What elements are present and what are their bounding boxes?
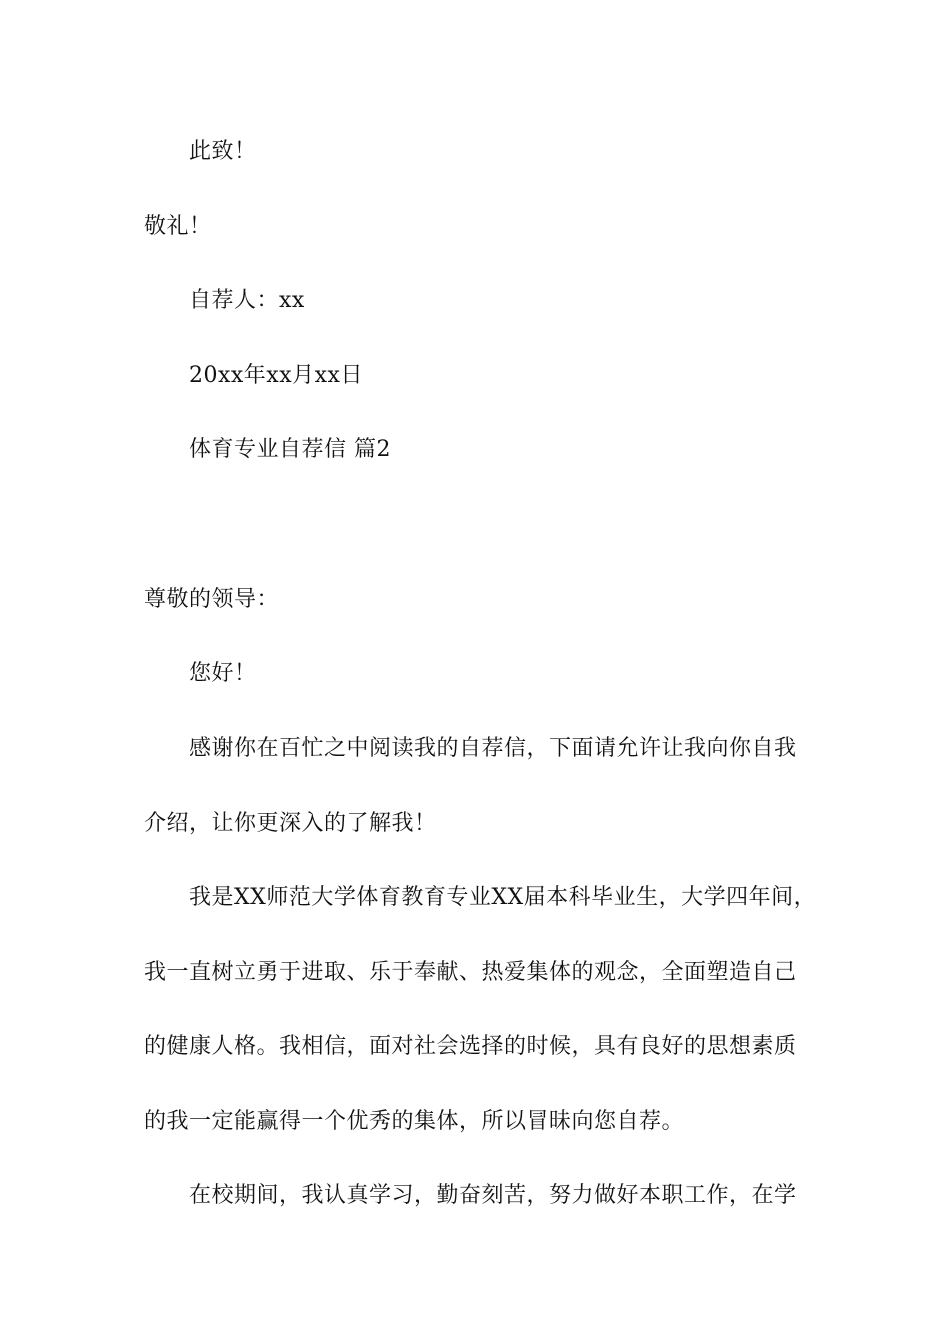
- paragraph2-line1: 我是XX师范大学体育教育专业XX届本科毕业生，大学四年间，: [189, 885, 817, 910]
- date-line: 20xx年xx月xx日: [189, 363, 363, 388]
- paragraph2-line2: 我一直树立勇于进取、乐于奉献、热爱集体的观念，全面塑造自己: [144, 960, 797, 985]
- signature-line: 自荐人：xx: [189, 288, 305, 313]
- section-title: 体育专业自荐信 篇2: [189, 437, 391, 462]
- salute-line: 敬礼！: [144, 214, 212, 239]
- paragraph1-line2: 介绍，让你更深入的了解我！: [144, 811, 437, 836]
- hello-line: 您好！: [189, 661, 257, 686]
- paragraph2-line4: 的我一定能赢得一个优秀的集体，所以冒昧向您自荐。: [144, 1109, 685, 1134]
- paragraph3-line1: 在校期间，我认真学习，勤奋刻苦，努力做好本职工作，在学: [189, 1183, 797, 1208]
- closing-line: 此致！: [189, 139, 257, 164]
- paragraph1-line1: 感谢你在百忙之中阅读我的自荐信，下面请允许让我向你自我: [189, 736, 797, 761]
- paragraph2-line3: 的健康人格。我相信，面对社会选择的时候，具有良好的思想素质: [144, 1034, 797, 1059]
- greeting-line: 尊敬的领导：: [144, 587, 280, 612]
